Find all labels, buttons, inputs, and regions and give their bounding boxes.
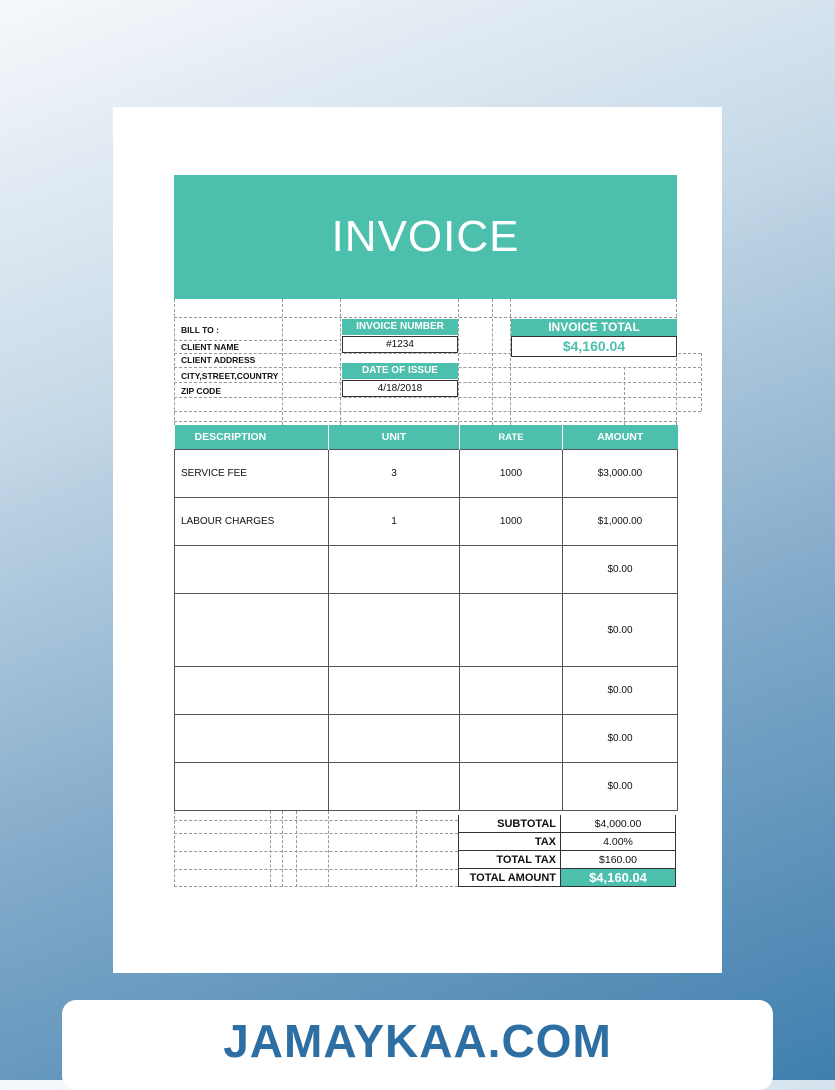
table-row [175,498,678,546]
row-amount: $3,000.00 [563,450,678,498]
row-rate[interactable]: 1000 [460,498,563,546]
header-rate: RATE [460,425,563,450]
invoice-number-label: INVOICE NUMBER [342,319,458,335]
subtotal-label: SUBTOTAL [458,815,560,833]
invoice-total-value: $4,160.04 [511,336,677,357]
row-amount: $0.00 [563,763,678,811]
subtotal-value: $4,000.00 [560,815,676,833]
row-rate[interactable] [460,594,563,667]
invoice-total-label: INVOICE TOTAL [511,319,677,336]
row-amount: $1,000.00 [563,498,678,546]
row-unit[interactable] [329,667,460,715]
header-amount: AMOUNT [563,425,678,450]
table-row [175,763,678,811]
total-amount-label: TOTAL AMOUNT [458,869,560,887]
summary-section [174,811,677,889]
row-rate[interactable] [460,715,563,763]
total-amount-value: $4,160.04 [560,869,676,887]
brand-banner [62,1000,773,1090]
header-description: DESCRIPTION [175,425,329,450]
table-row [175,546,678,594]
total-amount-row [458,869,676,887]
invoice-page [113,107,722,973]
row-description[interactable]: SERVICE FEE [175,450,329,498]
row-unit[interactable] [329,715,460,763]
row-rate[interactable] [460,763,563,811]
row-amount: $0.00 [563,715,678,763]
zip-code: ZIP CODE [181,386,221,396]
row-description[interactable] [175,667,329,715]
tax-value[interactable]: 4.00% [560,833,676,851]
line-items-table [174,425,678,811]
row-description[interactable] [175,594,329,667]
brand-logo-text: JAMAYKAA.COM [223,1015,612,1067]
row-rate[interactable] [460,546,563,594]
invoice-title: INVOICE [174,175,677,299]
invoice-header [174,299,677,425]
row-amount: $0.00 [563,594,678,667]
table-row [175,715,678,763]
row-description[interactable] [175,763,329,811]
total-tax-row [458,851,676,869]
total-tax-value: $160.00 [560,851,676,869]
row-description[interactable]: LABOUR CHARGES [175,498,329,546]
invoice-sheet [174,175,677,889]
date-of-issue-label: DATE OF ISSUE [342,363,458,379]
client-name: CLIENT NAME [181,342,240,352]
row-description[interactable] [175,715,329,763]
row-unit[interactable] [329,546,460,594]
row-description[interactable] [175,546,329,594]
invoice-number-field[interactable]: #1234 [342,336,458,353]
row-unit[interactable]: 1 [329,498,460,546]
table-row [175,450,678,498]
date-of-issue-field[interactable]: 4/18/2018 [342,380,458,397]
row-unit[interactable]: 3 [329,450,460,498]
tax-row [458,833,676,851]
bill-to-label: BILL TO : [181,325,219,335]
header-unit: UNIT [329,425,460,450]
row-rate[interactable]: 1000 [460,450,563,498]
total-tax-label: TOTAL TAX [458,851,560,869]
table-header-row [175,425,678,450]
row-rate[interactable] [460,667,563,715]
row-amount: $0.00 [563,546,678,594]
city-street-country: CITY,STREET,COUNTRY [181,371,279,381]
table-row [175,667,678,715]
table-row [175,594,678,667]
row-unit[interactable] [329,763,460,811]
row-unit[interactable] [329,594,460,667]
subtotal-row [458,815,676,833]
client-address: CLIENT ADDRESS [181,355,256,365]
row-amount: $0.00 [563,667,678,715]
tax-label: TAX [458,833,560,851]
